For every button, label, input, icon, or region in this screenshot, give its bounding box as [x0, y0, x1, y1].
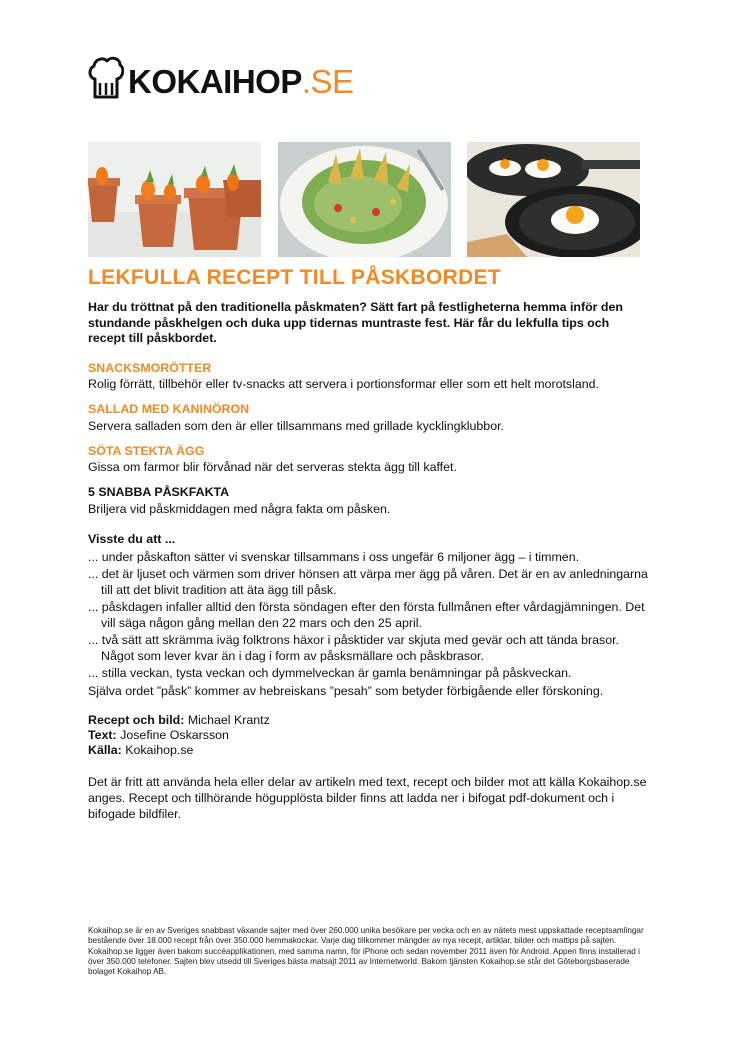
credit-value: Michael Krantz [187, 712, 270, 727]
fact-item: ... stilla veckan, tysta veckan och dymmelveckan är gamla benämningar på påskveckan. [88, 665, 572, 680]
section-title: SÖTA STEKTA ÄGG [88, 443, 205, 458]
credit-line [88, 713, 648, 728]
footer-about: Kokaihop.se är en av Sveriges snabbast växande sajter med över 260.000 unika besökare per vecka och en av nätets mest uppskattade receptsamlingar bestående över 18.000 recept från över 350.000 hemmakockar. Varje dag tillkommer mängder av nya recept, artiklar, bilder och mattips på sajten. Kokaihop.se ligger även bakom succéapplikationen, med samma namn, för iPhone och sedan november 2011 även för Android. Appen finns installerad i över 350.000 telefoner. Sajten blev utsedd till Sveriges bästa matsajt 2011 av Internetworld. Bakom tjänsten Kokaihop.se står det Göteborgsbaserade bolaget Kokaihop AB. [88, 926, 644, 977]
section-title: 5 SNABBA PÅSKFAKTA [88, 485, 230, 499]
credit-line [88, 728, 648, 743]
credit-value: Josefine Oskarsson [120, 727, 229, 742]
article [88, 266, 648, 822]
recipe-section-snacksmorotter [88, 361, 648, 393]
credits [88, 713, 648, 758]
facts-section [88, 485, 648, 517]
credit-label: Text: [88, 727, 117, 742]
section-text: Rolig förrätt, tillbehör eller tv-snacks att servera i portionsformar eller som ett helt morotsland. [88, 377, 599, 391]
section-text: Gissa om farmor blir förvånad när det serveras stekta ägg till kaffet. [88, 460, 457, 474]
usage-rights: Det är fritt att använda hela eller delar av artikeln med text, recept och bilder mot att källa Kokaihop.se anges. Recept och tillhörande högupplösta bilder finns att ladda ner i bifogat pdf-dokument och i bifogade bildfiler. [88, 774, 647, 821]
fact-item: ... det är ljuset och värmen som driver hönsen att värpa mer ägg på våren. Det är en av anledningarna till att det blivit tradition att äta ägg till påsk. [88, 566, 648, 597]
carrot-pots-photo [88, 142, 261, 257]
article-title: LEKFULLA RECEPT TILL PÅSKBORDET [88, 266, 501, 289]
credit-value: Kokaihop.se [125, 742, 194, 757]
kokaihop-logo[interactable] [88, 52, 354, 104]
chef-hat-icon [88, 55, 124, 101]
logo-tld: .SE [301, 62, 354, 100]
section-text: Briljera vid påskmiddagen med några fakta om påsken. [88, 501, 391, 516]
credit-label: Källa: [88, 742, 122, 757]
photo-strip [88, 142, 640, 257]
fact-item: ... under påskafton sätter vi svenskar tillsammans i oss ungefär 6 miljoner ägg – i timmen. [88, 549, 580, 564]
salad-plate-photo [278, 142, 451, 257]
section-title: SALLAD MED KANINÖRON [88, 402, 250, 416]
logo-text [128, 59, 354, 98]
fried-eggs-photo [467, 142, 640, 257]
fact-item: ... två sätt att skrämma iväg folktrons häxor i påsktider var skjuta med gevär och att tända brasor. Något som lever kvar än i dag i form av påsksmällare och påskbrasor. [88, 632, 619, 663]
section-title: SNACKSMORÖTTER [88, 360, 212, 375]
fact-closing: Själva ordet ”påsk” kommer av hebreiskans ”pesah” som betyder förbigående eller förskoning. [88, 683, 604, 698]
fact-item: ... påskdagen infaller alltid den första söndagen efter den första fullmånen efter vårdagjämningen. Det vill säga någon gång mellan den 22 mars och den 25 april. [88, 599, 645, 630]
credit-label: Recept och bild: [88, 712, 185, 727]
article-intro: Har du tröttnat på den traditionella påskmaten? Sätt fart på festligheterna hemma inför den stundande påskhelgen och duka upp tidernas muntraste fest. Här får du lekfulla tips och recept till påskbordet. [88, 300, 623, 345]
recipe-section-stekta-agg [88, 444, 648, 476]
recipe-section-sallad [88, 402, 648, 434]
visste-du-att-heading: Visste du att ... [88, 531, 176, 546]
section-text: Servera salladen som den är eller tillsammans med grillade kycklingklubbor. [88, 418, 504, 433]
logo-brand: KOKAIHOP [128, 62, 302, 100]
credit-line [88, 743, 648, 758]
